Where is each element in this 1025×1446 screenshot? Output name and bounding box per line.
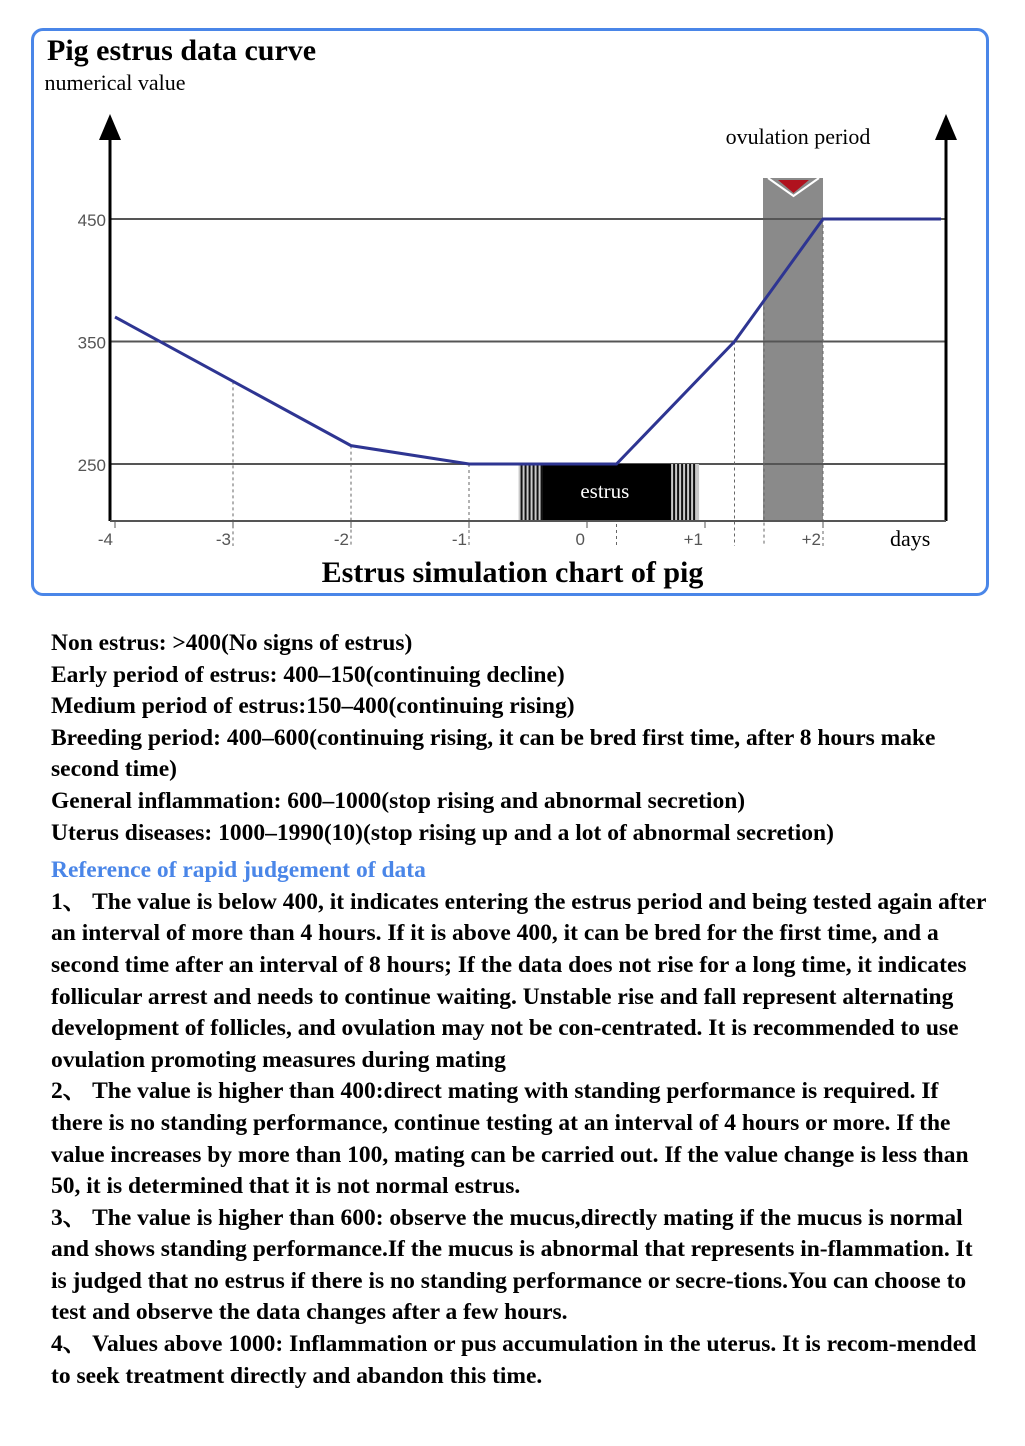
x-tick-label: -3 <box>215 530 231 549</box>
estrus-stripe <box>677 464 679 521</box>
y-tick-label: 450 <box>77 211 106 230</box>
x-tick-label: -1 <box>451 530 467 549</box>
legend-line: General inflammation: 600–1000(stop rising and abnormal secretion) <box>51 787 746 814</box>
legend-line: Non estrus: >400(No signs of estrus) <box>51 630 413 656</box>
y-axis-label: numerical value <box>44 70 186 95</box>
reference-item: 3、 The value is higher than 600: observe the mucus,directly mating if the mucus is normal and shows standing performance.If the mucus is abnormal that represents in-flammation. It is judged that no estrus if there is no standing performance or secre-tions.You can choose to test and observe the data changes after a few hours. <box>51 1204 973 1326</box>
reference-item: 2、 The value is higher than 400:direct mating with standing performance is required. If there is no standing performance, continue testing at an interval of 4 hours or more. If the value increases by more than 100, mating can be carried out. If the value change is less than 50, it is determined that it is not normal estrus. <box>51 1078 969 1200</box>
estrus-stripe <box>529 464 531 521</box>
estrus-stripe <box>525 464 527 521</box>
y-tick-label: 250 <box>77 456 106 475</box>
estrus-stripe <box>533 464 535 521</box>
estrus-stripe <box>685 464 687 521</box>
ovulation-period-label: ovulation period <box>725 124 871 149</box>
estrus-stripe <box>673 464 675 521</box>
y-tick-label: 350 <box>77 333 106 353</box>
x-tick-label: +1 <box>683 530 703 549</box>
right-axis-arrow <box>935 114 957 140</box>
estrus-stripe <box>521 464 523 521</box>
legend-line: Breeding period: 400–600(continuing rising, it can be bred first time, after 8 hours make second time) <box>51 724 936 783</box>
x-tick-label: -4 <box>97 530 113 549</box>
x-tick-label: 0 <box>575 530 585 549</box>
estrus-stripe <box>541 464 543 521</box>
description-block <box>51 628 986 1392</box>
x-tick-label: -2 <box>333 530 349 549</box>
estrus-label: estrus <box>580 479 630 503</box>
estrus-stripe <box>537 464 539 521</box>
y-axis-arrow <box>99 114 121 140</box>
legend-line: Early period of estrus: 400–150(continuing decline) <box>51 661 565 688</box>
reference-item: 4、 Values above 1000: Inflammation or pus accumulation in the uterus. It is recom-mended to seek treatment directly and abandon this time. <box>51 1331 977 1389</box>
reference-title: Reference of rapid judgement of data <box>51 857 426 884</box>
chart-title: Pig estrus data curve <box>47 34 317 67</box>
legend-line: Uterus diseases: 1000–1990(10)(stop rising up and a lot of abnormal secretion) <box>51 819 834 846</box>
legend-line: Medium period of estrus:150–400(continuing rising) <box>51 693 575 720</box>
x-axis-label: days <box>890 526 931 551</box>
estrus-stripe <box>681 464 683 521</box>
chart-subtitle: Estrus simulation chart of pig <box>321 556 704 589</box>
reference-item: 1、 The value is below 400, it indicates entering the estrus period and being tested again after an interval of more than 4 hours. If it is above 400, it can be bred for the first time, and a second time after an interval of 8 hours; If the data does not rise for a long time, it indicates follicular arrest and needs to continue waiting. Unstable rise and fall represent alternating development of follicles, and ovulation may not be con-centrated. It is recommended to use ovulation promoting measures during mating <box>51 888 986 1073</box>
x-tick-label: +2 <box>801 530 821 549</box>
estrus-stripe <box>693 464 695 521</box>
estrus-stripe <box>689 464 691 521</box>
